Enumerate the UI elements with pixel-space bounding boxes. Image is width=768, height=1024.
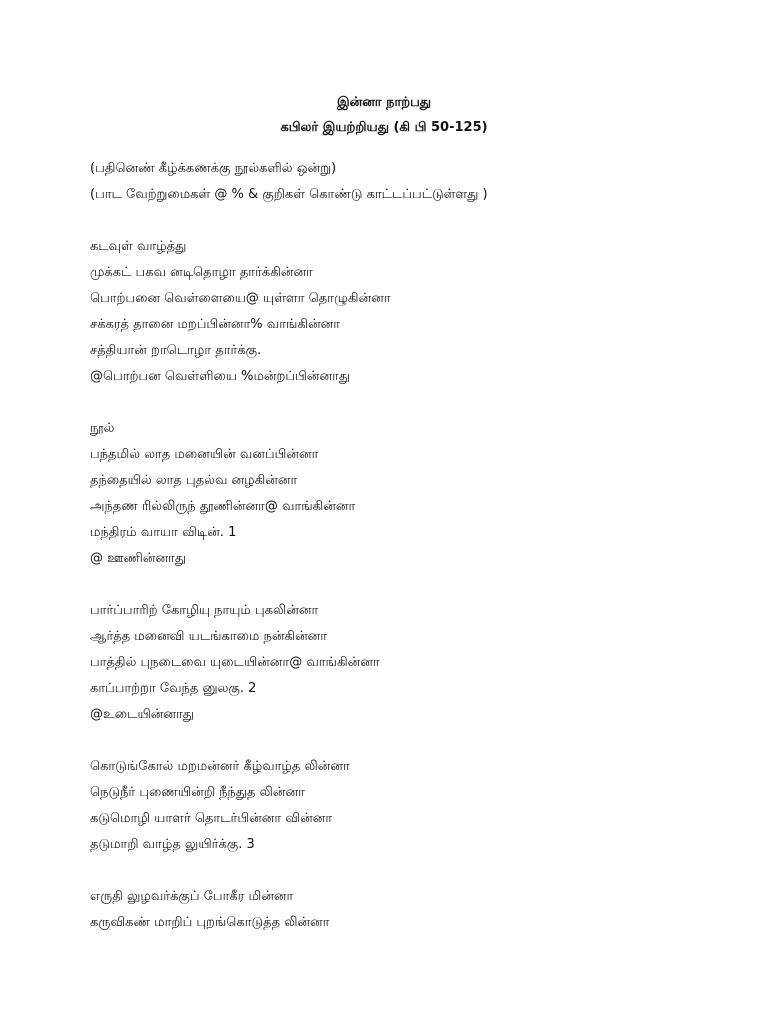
verse-line: கருவிகண் மாறிப் புறங்கொடுத்த லின்னா <box>90 915 330 930</box>
invocation-line: சத்தியான் றாடொழா தார்க்கு. <box>90 343 262 358</box>
section-gap <box>90 858 730 884</box>
invocation-line: பொற்பனை வெள்ளையை@ யுள்ளா தொழுகின்னா <box>90 291 391 306</box>
verse-line: தடுமாறி வாழ்த லுயிர்க்கு. 3 <box>90 837 255 852</box>
verse-line: மந்திரம் வாயா விடின். 1 <box>90 525 237 540</box>
verse-variant-note: @உடையின்னாது <box>90 707 195 722</box>
verse-line: தந்தையில் லாத புதல்வ னழகின்னா <box>90 473 298 488</box>
verse-line: பார்ப்பாரிற் கோழியு நாயும் புகலின்னா <box>90 603 319 618</box>
section-gap <box>90 390 730 416</box>
verse-line: பாத்தில் புநடைவை யுடையின்னா@ வாங்கின்னா <box>90 655 380 670</box>
invocation-variant-note: @பொற்பன வெள்ளியை %மன்றப்பின்னாது <box>90 369 351 384</box>
verse-line: காப்பாற்றா வேந்த னுலகு. 2 <box>90 681 257 696</box>
verse-line: எருதி லுழவர்க்குப் போகீர மின்னா <box>90 889 294 904</box>
main-heading: நூல் <box>90 421 115 436</box>
document-subtitle: கபிலர் இயற்றியது (கி பி 50-125) <box>280 120 488 135</box>
verse-line: நெடுநீர் புணையின்றி நீந்துத லின்னா <box>90 785 305 800</box>
intro-line: (பாட வேற்றுமைகள் @ % & குறிகள் கொண்டு காட்டப்பட்டுள்ளது ) <box>90 187 488 202</box>
document-body <box>90 156 730 936</box>
intro-line: (பதினெண் கீழ்க்கணக்கு நூல்களில் ஒன்று) <box>90 161 337 176</box>
section-gap <box>90 208 730 234</box>
section-gap <box>90 572 730 598</box>
verse-line: பந்தமில் லாத மனையின் வனப்பின்னா <box>90 447 319 462</box>
document-title: இன்னா நாற்பது <box>336 95 432 110</box>
invocation-line: சக்கரத் தானை மறப்பின்னா% வாங்கின்னா <box>90 317 341 332</box>
verse-line: அந்தண ரில்லிருந் தூணின்னா@ வாங்கின்னா <box>90 499 356 514</box>
verse-line: கடுமொழி யாளர் தொடர்பின்னா வின்னா <box>90 811 333 826</box>
verse-line: கொடுங்கோல் மறமன்னர் கீழ்வாழ்த லின்னா <box>90 759 350 774</box>
invocation-heading: கடவுள் வாழ்த்து <box>90 239 187 254</box>
invocation-line: முக்கட் பகவ னடிதொழா தார்க்கின்னா <box>90 265 313 280</box>
section-gap <box>90 728 730 754</box>
verse-variant-note: @ ஊணின்னாது <box>90 551 187 566</box>
verse-line: ஆர்த்த மனைவி யடங்காமை நன்கின்னா <box>90 629 328 644</box>
